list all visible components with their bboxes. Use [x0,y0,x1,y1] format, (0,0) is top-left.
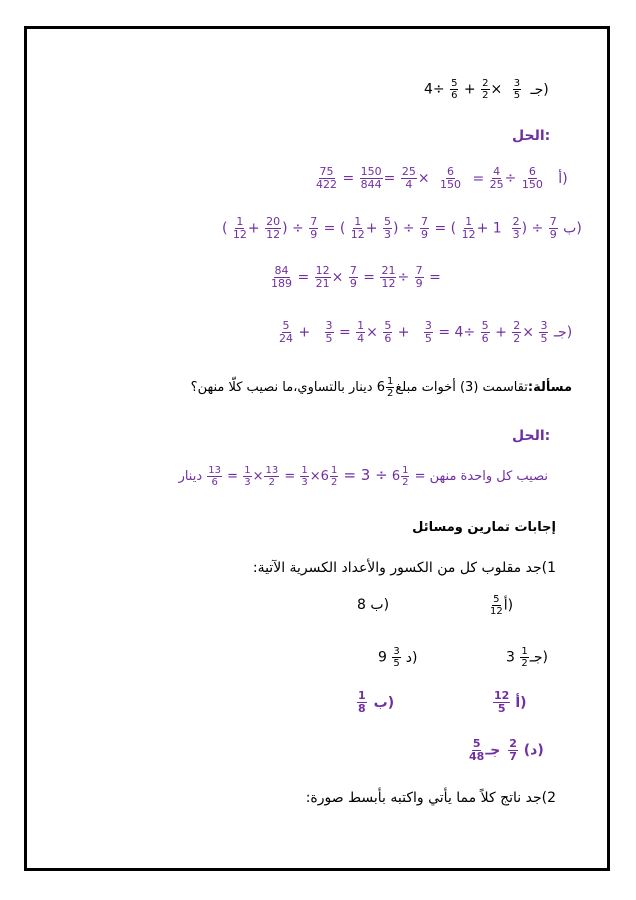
solution-a: $\frac{75}{422}$ = $\frac{150}{844}$ = $\frac{25}{4}$ × $\frac{6}{150}$ = $\frac{4}{25}$ ÷ $\frac{6}{150}$ أ) [316,165,568,192]
fraction: $\frac{1}{2}$ [521,646,528,669]
exercise-2-prompt: 2)جد ناتج كلاً مما يأتي واكتبه بأبسط صورة: [305,790,556,806]
fraction: $\frac{7}{9}$ [349,264,357,291]
fraction: $\frac{7}{9}$ [549,215,557,242]
fraction: $\frac{2}{3}$ [512,215,520,242]
item-label: د) [523,742,538,759]
fraction: $\frac{1}{3}$ [301,465,308,488]
fraction: $\frac{75}{422}$ [316,165,337,192]
item-label: جـ) [485,742,544,759]
item-label: ب) [373,694,395,711]
fraction: $\frac{7}{9}$ [415,264,423,291]
solution-heading-2: الحل: [512,428,551,444]
fraction: $\frac{5}{6}$ [451,78,458,101]
fraction: $\frac{2}{2}$ [482,78,489,101]
item-label: أ) [515,694,527,711]
item-label: ب) [370,597,390,613]
fraction: $\frac{12}{5}$ [494,689,510,716]
fraction: $\frac{2}{7}$ [509,737,517,764]
item-label: جـ) [553,324,573,341]
fraction: $\frac{1}{12}$ [232,215,247,242]
fraction: $\frac{84}{189}$ [271,264,292,291]
fraction: $\frac{1}{4}$ [357,319,365,346]
ex1-item-d: 9 $\frac{3}{5}$ د) [378,646,418,669]
fraction: $\frac{25}{4}$ [401,165,416,192]
fraction: $\frac{4}{25}$ [489,165,504,192]
solution-b-continued: $\frac{84}{189}$ = $\frac{12}{21}$ × $\frac{7}{9}$ = $\frac{21}{12}$ ÷ $\frac{7}{9}$ = [271,264,441,291]
item-label: أ) [503,597,514,614]
fraction: $\frac{1}{8}$ [358,689,366,716]
section-title: إجابات تمارين ومسائل [412,520,556,535]
item-label: د) [405,649,418,666]
fraction: $\frac{7}{9}$ [310,215,318,242]
problem-label: مسألة: [527,380,572,395]
question-c: 4÷ $\frac{5}{6}$ + $\frac{2}{2}$ × $\frac{3}{5}$ جـ) [424,78,549,101]
ex1-item-a [489,594,513,617]
item-label: جـ) [529,649,548,666]
ex1-answer-a [492,690,527,715]
fraction: $\frac{3}{5}$ [513,78,521,101]
fraction: $\frac{20}{12}$ [266,215,281,242]
fraction: $\frac{1}{2}$ [402,465,409,488]
fraction: $\frac{12}{21}$ [315,264,330,291]
ex1-item-b: 8 ب) [357,597,390,613]
item-label: ب) [563,220,582,237]
fraction: $\frac{5}{6}$ [481,319,489,346]
fraction: $\frac{6}{150}$ [440,165,462,192]
fraction: $\frac{1}{2}$ [387,376,394,399]
fraction: $\frac{13}{2}$ [265,465,279,488]
fraction: $\frac{1}{3}$ [244,465,251,488]
fraction: $\frac{3}{5}$ [393,646,400,669]
fraction: $\frac{3}{5}$ [424,319,432,346]
fraction: $\frac{3}{5}$ [325,319,333,346]
item-label: جـ) [530,81,549,98]
fraction: $\frac{5}{24}$ [279,319,293,346]
ex1-answer-c-d [468,738,544,763]
fraction: $\frac{13}{6}$ [208,465,222,488]
fraction: $\frac{5}{3}$ [383,215,391,242]
fraction: $\frac{5}{6}$ [384,319,392,346]
exercise-1-prompt: 1)جد مقلوب كل من الكسور والأعداد الكسرية الآتية: [252,560,556,576]
fraction: $\frac{5}{48}$ [469,737,485,764]
solution-c: $\frac{5}{24}$ + $\frac{3}{5}$ = $\frac{1}{4}$ × $\frac{5}{6}$ + $\frac{3}{5}$ = 4÷ $\frac{5}{6}$ + $\frac{2}{2}$ × $\frac{3}{5}$ جـ) [279,319,573,346]
fraction: $\frac{6}{150}$ [521,165,543,192]
fraction: $\frac{7}{9}$ [421,215,429,242]
fraction: $\frac{5}{12}$ [490,594,503,617]
item-label: أ) [558,170,568,187]
fraction: $\frac{1}{2}$ [330,465,338,488]
ex1-item-c: 3 $\frac{1}{2}$ جـ) [506,646,548,669]
fraction: $\frac{2}{2}$ [513,319,521,346]
fraction: $\frac{150}{844}$ [360,165,382,192]
fraction: $\frac{3}{5}$ [540,319,548,346]
solution-heading: الحل: [512,128,551,144]
fraction: $\frac{1}{12}$ [461,215,476,242]
fraction: $\frac{21}{12}$ [381,264,396,291]
problem-answer: نصيب كل واحدة منهن = $\frac{1}{2}$ 6 ÷ 3 = $\frac{1}{2}$ 6× $\frac{1}{3}$ = $\frac{13}{2}$ × $\frac{1}{3}$ = $\frac{13}{6}$ دينار [178,465,548,488]
fraction: $\frac{1}{12}$ [350,215,365,242]
problem-statement: مسألة:تقاسمت (3) أخوات مبلغ $\frac{1}{2}$ 6 دينار بالتساوي،ما نصيب كلّا منهن؟ [190,376,572,399]
solution-b: ( $\frac{1}{12}$ + $\frac{20}{12}$ ) ÷ $\frac{7}{9}$ = ( $\frac{1}{12}$ + $\frac{5}{3}$ ) ÷ $\frac{7}{9}$ = ( $\frac{1}{12}$ + 1 $\frac{2}{3}$ ) ÷ $\frac{7}{9}$ ب) [222,215,582,242]
whole-number: 4 [424,81,433,98]
ex1-answer-b [356,690,394,715]
